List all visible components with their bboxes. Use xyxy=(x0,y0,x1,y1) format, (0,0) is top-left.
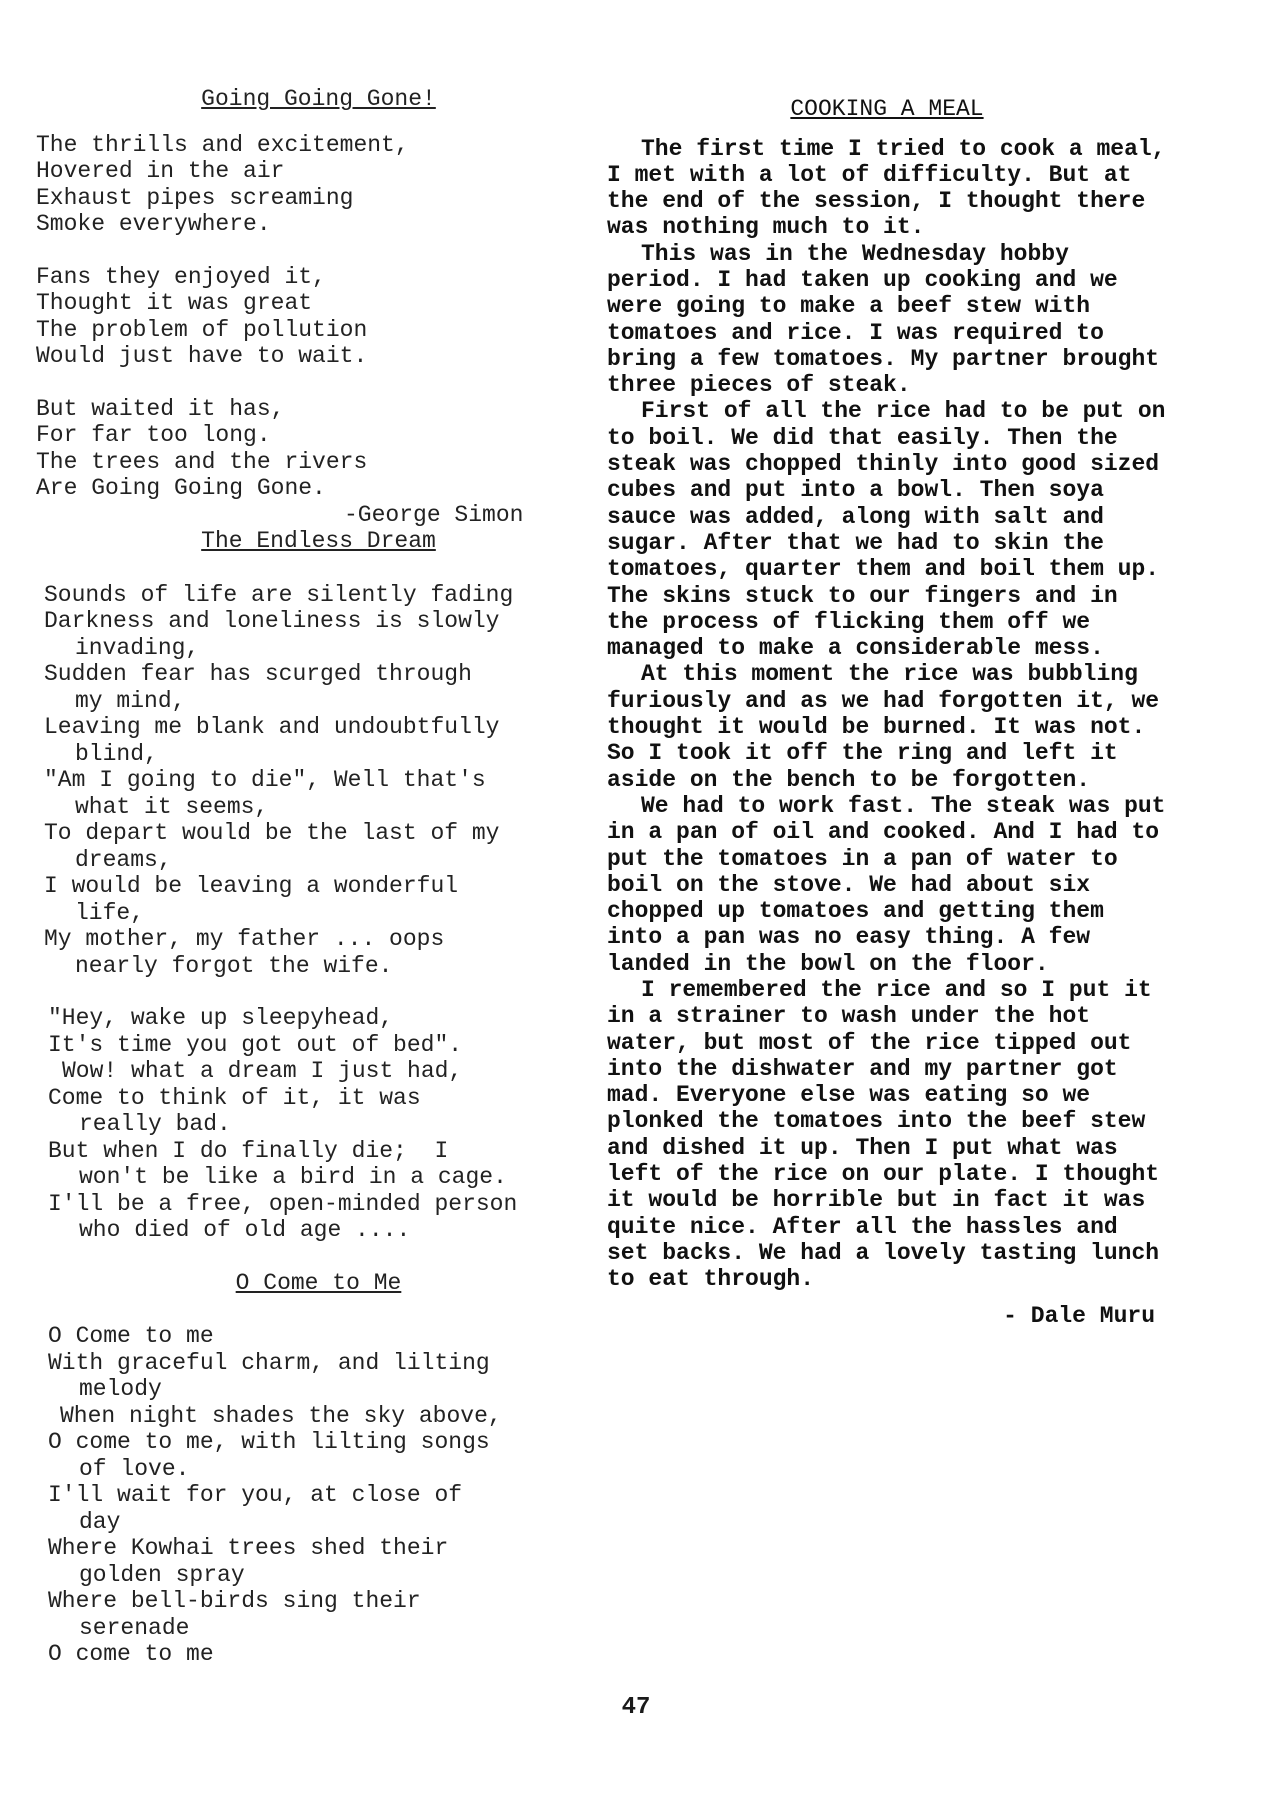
poem-line: Exhaust pipes screaming xyxy=(36,184,354,211)
poem-line: I'll wait for you, at close of xyxy=(48,1482,463,1508)
essay-paragraph: First of all the rice had to be put on to boil. We did that easily. Then the steak was chopped thinly into good sized cubes and put into a bowl. Then soya sauce was added, along with salt and sugar. After that we had to skin the tomatoes, quarter them and boil them up. The skins stuck to our fingers and in the process of flicking them off we managed to make a considerable mess. xyxy=(607,398,1166,662)
essay-body xyxy=(607,136,1167,1293)
poem-line: of love. xyxy=(79,1455,190,1482)
poem-line: Wow! what a dream I just had, xyxy=(62,1058,463,1084)
poem-stanza xyxy=(36,396,601,502)
page-number: 47 xyxy=(621,1694,651,1721)
poem-line: Would just have to wait. xyxy=(36,343,368,369)
poem-stanza xyxy=(36,132,601,238)
left-column xyxy=(36,86,601,1668)
poem-line: The trees and the rivers xyxy=(36,448,368,475)
poem-line: blind, xyxy=(75,740,158,767)
poem-line: Come to think of it, it was xyxy=(48,1084,421,1111)
essay-paragraph: We had to work fast. The steak was put in a pan of oil and cooked. And I had to put the tomatoes in a pan of water to boil on the stove. We had about six chopped up tomatoes and getting them into a pan was no easy thing. A few landed in the bowl on the floor. xyxy=(607,792,1166,977)
poem-line: The problem of pollution xyxy=(36,316,368,343)
poem-line: "Am I going to die", Well that's xyxy=(44,767,486,793)
poem-line: But waited it has, xyxy=(36,395,285,422)
poem-line: golden spray xyxy=(79,1561,245,1588)
poem-line: Sudden fear has scurged through xyxy=(44,661,472,687)
essay-paragraph: At this moment the rice was bubbling furiously and as we had forgotten it, we thought it would be burned. It was not. So I took it off the ring and left it aside on the bench to be forgotten. xyxy=(607,661,1160,793)
essay-title: COOKING A MEAL xyxy=(790,96,984,122)
poem-line: O Come to me xyxy=(48,1323,214,1349)
poem-line: To depart would be the last of my xyxy=(44,820,500,846)
poem-line: Sounds of life are silently fading xyxy=(44,581,514,608)
poem-line: O come to me, with lilting songs xyxy=(48,1429,490,1455)
essay-paragraph: This was in the Wednesday hobby period. I had taken up cooking and we were going to make a beef stew with tomatoes and rice. I was required to bring a few tomatoes. My partner brought three pieces of steak. xyxy=(607,240,1160,399)
poem-line: "Hey, wake up sleepyhead, xyxy=(48,1005,394,1031)
poem-line: dreams, xyxy=(75,846,172,873)
poem-title-endless-dream: The Endless Dream xyxy=(201,528,436,554)
poem-line: Where bell-birds sing their xyxy=(48,1588,421,1614)
poem-stanza xyxy=(36,582,601,980)
poem-line: Darkness and loneliness is slowly xyxy=(44,608,500,634)
poem-title-going-gone: Going Going Gone! xyxy=(201,86,436,112)
poem-author: -George Simon xyxy=(344,501,524,528)
poem-line: The thrills and excitement, xyxy=(36,131,409,158)
poem-line: my mind, xyxy=(75,687,186,714)
poem-line: melody xyxy=(79,1376,162,1402)
essay-paragraph: The first time I tried to cook a meal, I met with a lot of difficulty. But at the end of the session, I thought there was nothing much to it. xyxy=(607,135,1166,241)
poem-stanza xyxy=(36,264,601,370)
poem-line: really bad. xyxy=(79,1111,231,1137)
poem-line: With graceful charm, and lilting xyxy=(48,1349,490,1376)
poem-line: Leaving me blank and undoubtfully xyxy=(44,714,500,740)
poem-line: who died of old age .... xyxy=(79,1217,411,1243)
poem-line: Are Going Going Gone. xyxy=(36,475,326,501)
poem-line: It's time you got out of bed". xyxy=(48,1031,463,1058)
poem-line: serenade xyxy=(79,1614,190,1641)
poem-line: Fans they enjoyed it, xyxy=(36,263,326,290)
poem-line: I'll be a free, open-minded person xyxy=(48,1190,518,1217)
poem-line: O come to me xyxy=(48,1641,214,1667)
poem-line: My mother, my father ... oops xyxy=(44,926,445,952)
poem-line: won't be like a bird in a cage. xyxy=(79,1164,507,1190)
poem-title-come-to-me: O Come to Me xyxy=(235,1269,402,1296)
poem-stanza xyxy=(36,1005,601,1244)
right-column xyxy=(607,96,1167,1329)
poem-line: Thought it was great xyxy=(36,290,313,316)
poem-line: nearly forgot the wife. xyxy=(75,952,393,979)
essay-paragraph: I remembered the rice and so I put it in a strainer to wash under the hot water, but most of the rice tipped out into the dishwater and my partner got mad. Everyone else was eating so we plonked the tomatoes into the beef stew and dished it up. Then I put what was left of the rice on our plate. I thought it would be horrible but in fact it was quite nice. After all the hassles and set backs. We had a lovely tasting lunch to eat through. xyxy=(607,977,1160,1293)
poem-line: Hovered in the air xyxy=(36,158,285,184)
poem-line: life, xyxy=(75,899,145,926)
poem-line: For far too long. xyxy=(36,422,271,448)
poem-line: I would be leaving a wonderful xyxy=(44,873,459,899)
poem-line: Where Kowhai trees shed their xyxy=(48,1535,449,1561)
poem-line: Smoke everywhere. xyxy=(36,211,271,237)
poem-line: invading, xyxy=(75,634,200,661)
essay-author: - Dale Muru xyxy=(1003,1302,1155,1329)
poem-line: day xyxy=(79,1508,121,1535)
poem-stanza xyxy=(36,1323,601,1668)
poem-line: But when I do finally die; I xyxy=(48,1137,449,1164)
poem-line: When night shades the sky above, xyxy=(60,1402,502,1429)
poem-line: what it seems, xyxy=(75,793,269,820)
